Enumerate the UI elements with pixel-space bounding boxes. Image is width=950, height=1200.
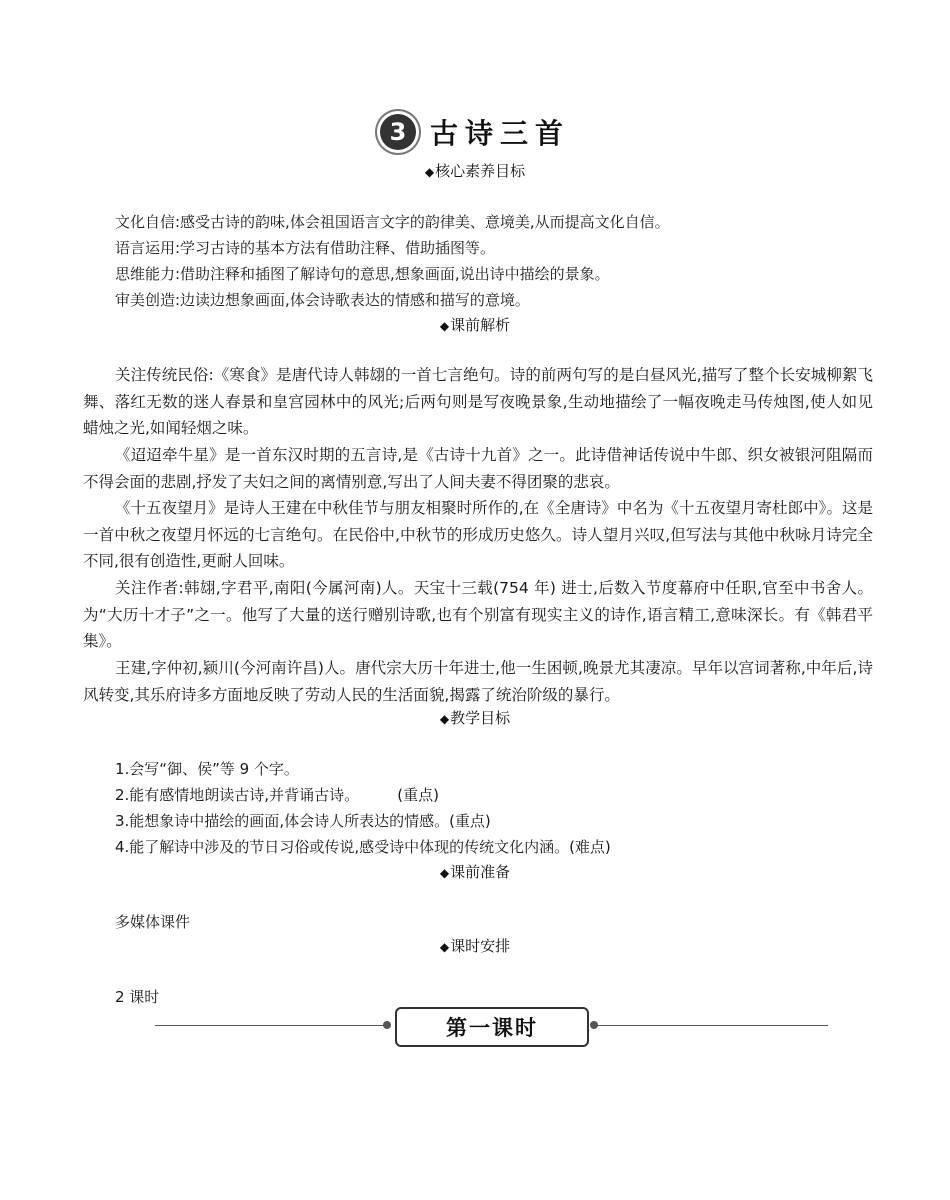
- banner-dot-left: [383, 1021, 391, 1029]
- banner-rule-left: [155, 1025, 387, 1026]
- analysis-paragraph: 王建,字仲初,颍川(今河南许昌)人。唐代宗大历十年进士,他一生困顿,晚景尤其凄凉。早年以宫词著称,中年后,诗风转变,其乐府诗多方面地反映了劳动人民的生活面貌,揭露了统治阶级的暴行。: [83, 659, 873, 704]
- banner-rule-right: [593, 1025, 828, 1026]
- heading-text: 课时安排: [450, 937, 511, 955]
- heading-core-goals: [0, 160, 950, 181]
- analysis-paragraph: 关注作者:韩翃,字君平,南阳(今属河南)人。天宝十三载(754 年) 进士,后数入节度幕府中任职,官至中书舍人。为“大历十才子”之一。他写了大量的送行赠别诗歌,也有个别富有现实主义的诗作,语言精工,意味深长。有《韩君平集》。: [83, 579, 873, 651]
- preparation-text: 多媒体课件: [115, 913, 191, 931]
- core-goal-item: 思维能力:借助注释和插图了解诗句的意思,想象画面,说出诗中描绘的景象。: [115, 265, 610, 283]
- heading-text: 课前解析: [450, 316, 511, 334]
- diamond-icon: ◆: [424, 165, 435, 179]
- teaching-goal-item: 4.能了解诗中涉及的节日习俗或传说,感受诗中体现的传统文化内涵。(难点): [115, 838, 611, 856]
- banner-dot-right: [590, 1021, 598, 1029]
- diamond-icon: ◆: [439, 866, 450, 880]
- heading-text: 教学目标: [450, 709, 511, 727]
- heading-teaching-goals: [0, 707, 950, 728]
- teaching-goal-item: 1.会写“御、侯”等 9 个字。: [115, 760, 299, 778]
- schedule-text: 2 课时: [115, 988, 160, 1006]
- analysis-paragraph: 《迢迢牵牛星》是一首东汉时期的五言诗,是《古诗十九首》之一。此诗借神话传说中牛郎、织女被银河阻隔而不得会面的悲剧,抒发了夫妇之间的离情别意,写出了人间夫妻不得团聚的悲哀。: [83, 446, 873, 491]
- heading-schedule: [0, 935, 950, 956]
- lesson-title: [0, 112, 950, 152]
- heading-pre-analysis: [0, 314, 950, 335]
- diamond-icon: ◆: [439, 712, 450, 726]
- heading-text: 课前准备: [450, 863, 511, 881]
- analysis-paragraph: 《十五夜望月》是诗人王建在中秋佳节与朋友相聚时所作的,在《全唐诗》中名为《十五夜望月寄杜郎中》。这是一首中秋之夜望月怀远的七言绝句。在民俗中,中秋节的形成历史悠久。诗人望月兴叹,但写法与其他中秋咏月诗完全不同,很有创造性,更耐人回味。: [83, 499, 873, 571]
- lesson-title-text: 古诗三首: [429, 117, 570, 150]
- core-goal-item: 语言运用:学习古诗的基本方法有借助注释、借助插图等。: [115, 239, 496, 257]
- lesson-banner: 第一课时: [395, 1007, 589, 1047]
- core-goal-item: 文化自信:感受古诗的韵味,体会祖国语言文字的韵律美、意境美,从而提高文化自信。: [115, 213, 670, 231]
- lesson-number-badge: 3: [380, 114, 416, 150]
- teaching-goal-item: 3.能想象诗中描绘的画面,体会诗人所表达的情感。(重点): [115, 812, 491, 830]
- diamond-icon: ◆: [439, 940, 450, 954]
- analysis-paragraph: 关注传统民俗:《寒食》是唐代诗人韩翃的一首七言绝句。诗的前两句写的是白昼风光,描写了整个长安城柳絮飞舞、落红无数的迷人春景和皇宫园林中的风光;后两句则是写夜晚景象,生动地描绘了一幅夜晚走马传烛图,使人如见蜡烛之光,如闻轻烟之味。: [83, 366, 873, 438]
- heading-text: 核心素养目标: [435, 162, 526, 180]
- heading-preparation: [0, 861, 950, 882]
- diamond-icon: ◆: [439, 319, 450, 333]
- core-goal-item: 审美创造:边读边想象画面,体会诗歌表达的情感和描写的意境。: [115, 291, 530, 309]
- teaching-goal-item: 2.能有感情地朗读古诗,并背诵古诗。 (重点): [115, 786, 439, 804]
